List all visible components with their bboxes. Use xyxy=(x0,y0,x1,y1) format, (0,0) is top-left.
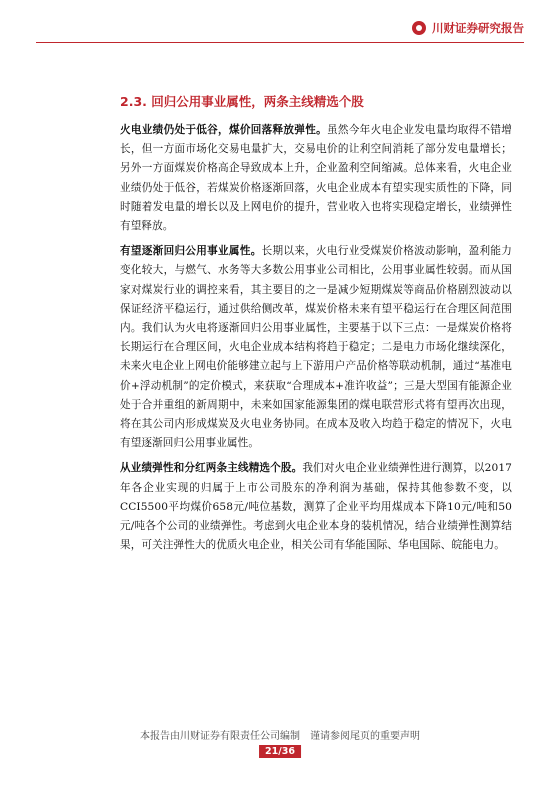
brand-logo-icon xyxy=(412,21,426,35)
paragraph-lead: 从业绩弹性和分红两条主线精选个股。 xyxy=(120,462,303,475)
section-heading: 2.3. 回归公用事业属性，两条主线精选个股 xyxy=(120,94,364,109)
paragraph-text: 我们对火电企业业绩弹性进行测算，以2017年各企业实现的归属于上市公司股东的净利润为基础，保持其他参数不变，以CCI5500平均煤价658元/吨位基数，测算了企业平均用煤成本下降10元/吨和50元/吨各个公司的业绩弹性。考虑到火电企业本身的装机情况，结合业绩弹性测算结果，可关注弹性大的优质火电企业，相关公司有华能国际、华电国际、皖能电力。 xyxy=(120,462,513,552)
header-divider xyxy=(36,42,524,43)
paragraph-thermal-earnings xyxy=(120,121,512,236)
paragraph-utility-attribute xyxy=(120,242,512,453)
paragraph-lead: 火电业绩仍处于低谷，煤价回落释放弹性。 xyxy=(120,124,327,136)
body-content xyxy=(120,121,512,561)
brand-name: 川财证券研究报告 xyxy=(432,21,524,35)
header-brand xyxy=(412,20,524,36)
paragraph-text: 虽然今年火电企业发电量均取得不错增长，但一方面市场化交易电量扩大，交易电价的让利空间消耗了部分发电量增长；另外一方面煤炭价格高企导致成本上升，企业盈利空间缩减。总体来看，火电企业业绩仍处于低谷，若煤炭价格逐渐回落，火电企业成本有望实现实质性的下降，同时随着发电量的增长以及上网电价的提升，营业收入也将实现稳定增长，业绩弹性有望释放。 xyxy=(120,124,512,233)
paragraph-text: 长期以来，火电行业受煤炭价格波动影响，盈利能力变化较大，与燃气、水务等大多数公用事业公司相比，公用事业属性较弱。而从国家对煤炭行业的调控来看，其主要目的之一是减少短期煤炭等商品价格剧烈波动以保证经济平稳运行，通过供给侧改革，煤炭价格未来有望平稳运行在合理区间范围内。我们认为火电将逐渐回归公用事业属性，主要基于以下三点：一是煤炭价格将长期运行在合理区间，火电企业成本结构将趋于稳定；二是电力市场化继续深化，未来火电企业上网电价能够建立起与上下游用户产品价格等联动机制，通过“基准电价+浮动机制”的定价模式，来获取“合理成本+准许收益”；三是大型国有能源企业处于合并重组的新周期中，未来如国家能源集团的煤电联营形式将有望再次出现，将在其公司内形成煤炭及火电业务协同。在成本及收入均趋于稳定的情况下，火电有望逐渐回归公用事业属性。 xyxy=(120,245,512,450)
paragraph-lead: 有望逐渐回归公用事业属性。 xyxy=(120,245,262,258)
footer-disclaimer: 本报告由川财证券有限责任公司编制 谨请参阅尾页的重要声明 xyxy=(140,731,420,742)
paragraph-stock-selection xyxy=(120,459,512,555)
page-number: 21/36 xyxy=(259,745,301,758)
